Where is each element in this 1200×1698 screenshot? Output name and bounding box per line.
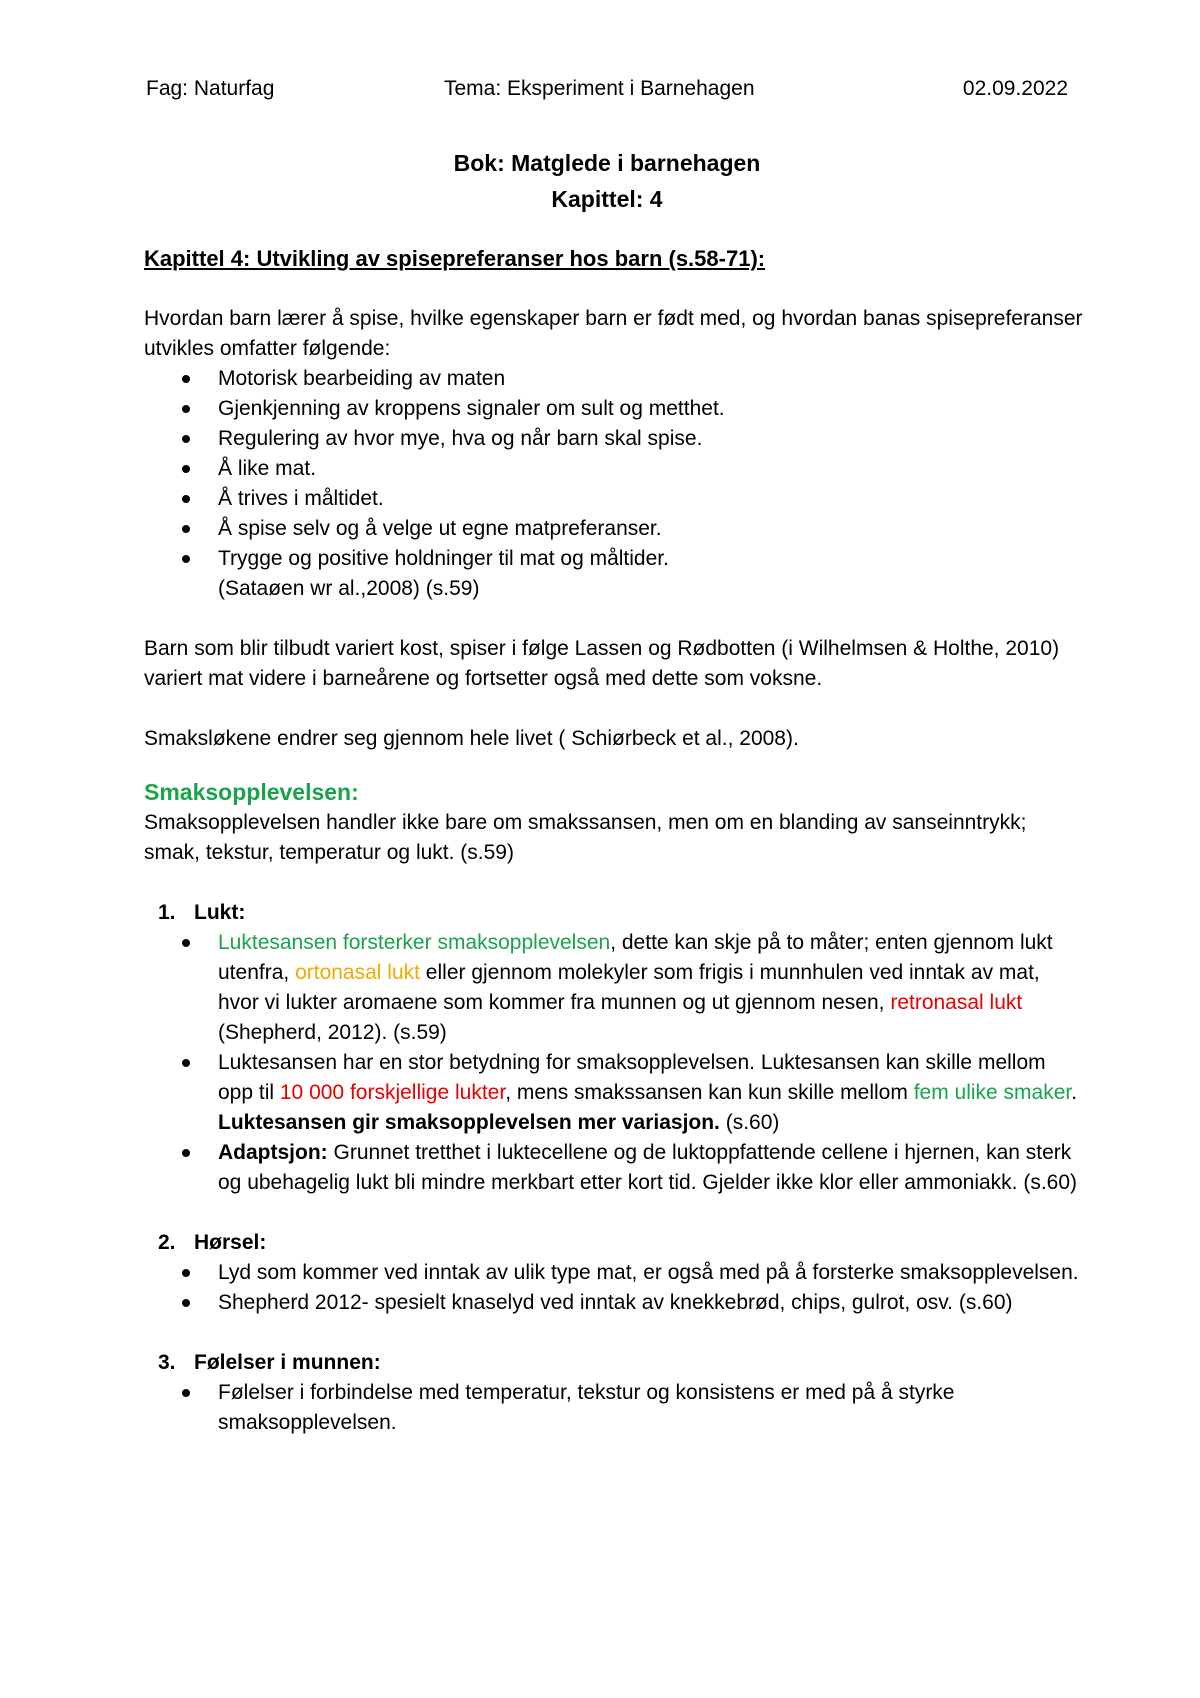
text-run: (s.60) [719,1111,780,1134]
folelser-bullet-list [144,1378,1084,1438]
intro-citation: (Sataøen wr al.,2008) (s.59) [218,577,480,600]
lukt-bullet-list [144,928,1084,1198]
highlight-green: Luktesansen forsterker smaksopplevelsen [218,931,611,954]
section-heading-smaksopplevelsen: Smaksopplevelsen: [144,779,359,805]
highlight-green: fem ulike smaker [913,1081,1072,1104]
list-item: Motorisk bearbeiding av maten [218,364,1084,394]
list-item [218,1138,1084,1198]
text-run: , mens smakssansen kan kun skille mellom [505,1081,914,1104]
text-run: Luktesansen har en stor betydning for smaksopplevelsen. Luktesansen kan skille mellom opp til [218,1051,1046,1104]
document-body [144,244,1084,1438]
list-item: Gjenkjenning av kroppens signaler om sult og metthet. [218,394,1084,424]
numbered-heading-folelser [144,1348,1084,1378]
text-run: Grunnet tretthet i luktecellene og de luktoppfattende cellene i hjernen, kan sterk og ubehagelig lukt bli mindre merkbart etter kort tid. Gjelder ikke klor eller ammoniakk. (s.60) [218,1141,1078,1194]
highlight-red: retronasal lukt [890,991,1023,1014]
book-title: Bok: Matglede i barnehagen [453,150,761,176]
text-run: , dette kan skje på to måter; enten gjennom lukt utenfra, [218,931,1053,984]
paragraph-variert-kost: Barn som blir tilbudt variert kost, spiser i følge Lassen og Rødbotten (i Wilhelmsen & Holthe, 2010) variert mat videre i barneårene og fortsetter også med dette som voksne. [144,637,1060,690]
list-number: 2. [158,1231,176,1254]
list-item: Regulering av hvor mye, hva og når barn skal spise. [218,424,1084,454]
numbered-title: Lukt: [194,901,246,924]
text-run: (Shepherd, 2012). (s.59) [218,1021,447,1044]
chapter-title: Kapittel: 4 [551,186,663,212]
list-item: Å like mat. [218,454,1084,484]
list-item: Følelser i forbindelse med temperatur, tekstur og konsistens er med på å styrke smaksopplevelsen. [218,1378,1084,1438]
list-item: Lyd som kommer ved inntak av ulik type mat, er også med på å forsterke smaksopplevelsen. [218,1258,1084,1288]
highlight-orange: ortonasal lukt [295,961,420,984]
numbered-heading-horsel [144,1228,1084,1258]
header-subject: Fag: Naturfag [146,77,275,100]
chapter-heading: Kapittel 4: Utvikling av spisepreferanser hos barn (s.58-71): [144,246,766,271]
list-number: 3. [158,1351,176,1374]
list-item: Trygge og positive holdninger til mat og måltider. [218,544,1084,574]
paragraph-smaksloker: Smaksløkene endrer seg gjennom hele livet ( Schiørbeck et al., 2008). [144,727,799,750]
header-date: 02.09.2022 [962,77,1068,100]
list-item: Å trives i måltidet. [218,484,1084,514]
list-item: Å spise selv og å velge ut egne matpreferanser. [218,514,1084,544]
list-item [218,928,1084,1048]
text-run: eller gjennom molekyler som frigis i munnhulen ved inntak av mat, hvor vi lukter aromaene som kommer fra munnen og ut gjennom nesen, [218,961,1040,1014]
smak-intro-paragraph: Smaksopplevelsen handler ikke bare om smakssansen, men om en blanding av sanseinntrykk; smak, tekstur, temperatur og lukt. (s.59) [144,811,1027,864]
page-header [146,74,1068,104]
list-item [218,1048,1084,1138]
header-theme: Tema: Eksperiment i Barnehagen [444,77,755,100]
list-item: Shepherd 2012- spesielt knaselyd ved inntak av knekkebrød, chips, gulrot, osv. (s.60) [218,1288,1084,1318]
title-block [0,145,1200,217]
numbered-title: Følelser i munnen: [194,1351,381,1374]
bold-text: Luktesansen gir smaksopplevelsen mer variasjon. [218,1111,720,1134]
intro-paragraph: Hvordan barn lærer å spise, hvilke egenskaper barn er født med, og hvordan banas spisepreferanser utvikles omfatter følgende: [144,307,1083,360]
text-run: . [1071,1081,1078,1104]
horsel-bullet-list [144,1258,1084,1318]
bold-text: Adaptsjon: [218,1141,328,1164]
numbered-heading-lukt [144,898,1084,928]
intro-bullet-list [144,364,1084,574]
list-number: 1. [158,901,176,924]
numbered-title: Hørsel: [194,1231,267,1254]
highlight-red: 10 000 forskjellige lukter [279,1081,506,1104]
